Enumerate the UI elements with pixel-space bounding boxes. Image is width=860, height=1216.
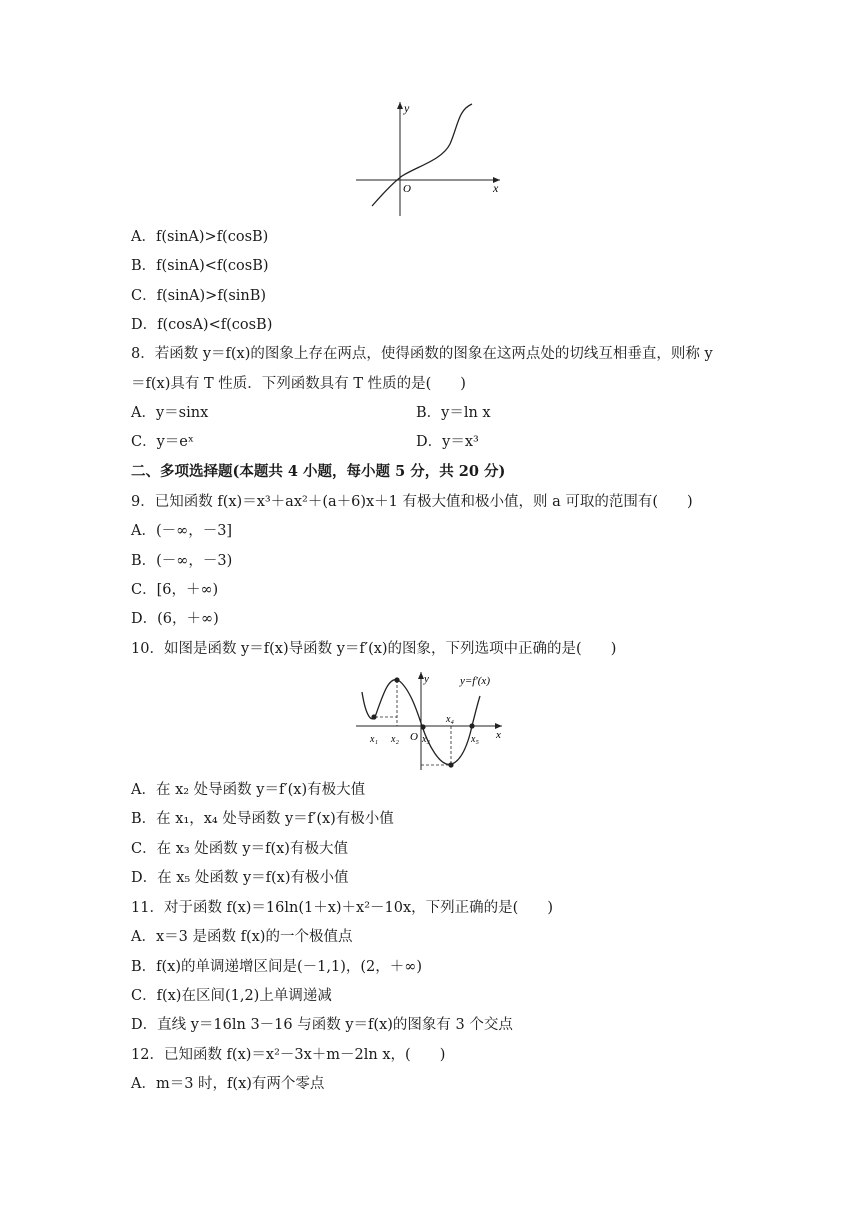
y-axis-label: y bbox=[404, 101, 410, 115]
y-axis-label: y bbox=[424, 673, 429, 685]
q9-option-d: D．(6，＋∞) bbox=[131, 611, 219, 627]
q11-stem: 11．对于函数 f(x)＝16ln(1＋x)＋x²－10x，下列正确的是( ) bbox=[131, 900, 553, 916]
q10-option-a: A．在 x₂ 处导函数 y＝f′(x)有极大值 bbox=[131, 782, 366, 798]
point-x2 bbox=[394, 677, 399, 682]
q11-option-a: A．x＝3 是函数 f(x)的一个极值点 bbox=[131, 929, 353, 945]
q9-option-c: C．[6，＋∞) bbox=[131, 582, 219, 598]
q7-option-c: C．f(sinA)>f(sinB) bbox=[131, 288, 267, 304]
q12-stem: 12．已知函数 f(x)＝x²－3x＋m－2ln x，( ) bbox=[131, 1047, 446, 1063]
figure-derivative-graph bbox=[352, 668, 512, 774]
q9-option-a: A．(－∞，－3] bbox=[131, 523, 233, 539]
q11-option-b: B．f(x)的单调递增区间是(－1,1)，(2，＋∞) bbox=[131, 959, 423, 975]
q8-stem-line1: 8．若函数 y＝f(x)的图象上存在两点，使得函数的图象在这两点处的切线互相垂直，则称 y bbox=[131, 346, 713, 362]
origin-label: O bbox=[403, 183, 411, 195]
x5-label: x₅ bbox=[471, 734, 479, 745]
q8-option-b: B．y＝ln x bbox=[416, 405, 491, 421]
q8-option-d: D．y＝x³ bbox=[416, 434, 479, 450]
point-x1 bbox=[371, 714, 376, 719]
q11-option-d: D．直线 y＝16ln 3－16 与函数 y＝f(x)的图象有 3 个交点 bbox=[131, 1017, 513, 1033]
q10-option-b: B．在 x₁，x₄ 处导函数 y＝f′(x)有极小值 bbox=[131, 811, 394, 827]
point-x5 bbox=[469, 723, 474, 728]
q10-stem: 10．如图是函数 y＝f(x)导函数 y＝f′(x)的图象，下列选项中正确的是( ) bbox=[131, 641, 617, 657]
q11-option-c: C．f(x)在区间(1,2)上单调递减 bbox=[131, 988, 332, 1004]
q8-stem-line2: ＝f(x)具有 T 性质．下列函数具有 T 性质的是( ) bbox=[131, 376, 466, 392]
q8-option-c: C．y＝eˣ bbox=[131, 434, 195, 450]
section-heading: 二、多项选择题(本题共 4 小题，每小题 5 分，共 20 分) bbox=[131, 463, 506, 480]
x2-label: x₂ bbox=[391, 734, 399, 745]
q12-option-a: A．m＝3 时，f(x)有两个零点 bbox=[131, 1076, 325, 1092]
curve-label: y=f′(x) bbox=[460, 675, 490, 687]
q9-stem: 9．已知函数 f(x)＝x³＋ax²＋(a＋6)x＋1 有极大值和极小值，则 a 可取的范围有( ) bbox=[131, 494, 693, 510]
point-x3 bbox=[420, 724, 425, 729]
q7-option-d: D．f(cosA)<f(cosB) bbox=[131, 317, 273, 333]
x3-label: x₃ bbox=[422, 734, 430, 745]
x-axis-label: x bbox=[496, 729, 501, 741]
figure-increasing-curve bbox=[350, 96, 510, 220]
q7-option-b: B．f(sinA)<f(cosB) bbox=[131, 258, 269, 274]
q10-option-d: D．在 x₅ 处函数 y＝f(x)有极小值 bbox=[131, 870, 349, 886]
q10-option-c: C．在 x₃ 处函数 y＝f(x)有极大值 bbox=[131, 841, 348, 857]
q9-option-b: B．(－∞，－3) bbox=[131, 553, 233, 569]
q8-option-a: A．y＝sinx bbox=[131, 405, 209, 421]
q7-option-a: A．f(sinA)>f(cosB) bbox=[131, 229, 269, 245]
y-axis-arrow bbox=[397, 102, 403, 109]
x4-label: x₄ bbox=[446, 714, 454, 725]
x1-label: x₁ bbox=[370, 734, 378, 745]
point-x4 bbox=[448, 762, 453, 767]
curve bbox=[372, 104, 472, 206]
origin-label: O bbox=[410, 731, 418, 743]
x-axis-label: x bbox=[493, 181, 499, 195]
